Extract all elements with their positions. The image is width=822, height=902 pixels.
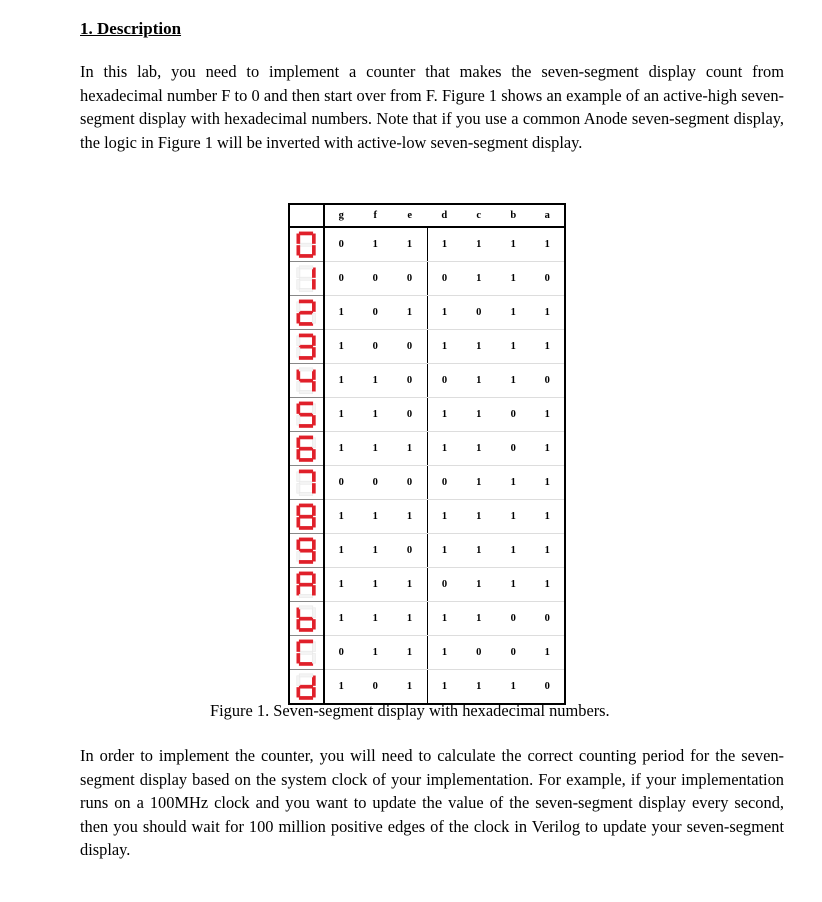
segment-g xyxy=(299,583,313,586)
value-cell-b: 1 xyxy=(496,500,531,534)
value-cell-d: 1 xyxy=(427,670,462,705)
value-cell-b: 1 xyxy=(496,227,531,262)
digit-cell xyxy=(289,262,324,296)
seven-segment-digit-icon xyxy=(290,398,322,431)
seven-segment-digit-icon xyxy=(290,330,322,363)
segment-d xyxy=(299,458,313,461)
value-cell-c: 1 xyxy=(462,534,497,568)
value-cell-a: 0 xyxy=(531,262,566,296)
seven-segment-figure xyxy=(288,203,566,690)
value-cell-d: 1 xyxy=(427,296,462,330)
seven-segment-digit-icon xyxy=(290,432,322,465)
segment-a xyxy=(299,436,313,439)
segment-d xyxy=(299,526,313,529)
segment-d xyxy=(299,628,313,631)
value-cell-a: 0 xyxy=(531,670,566,705)
segment-e xyxy=(297,653,300,663)
value-cell-c: 1 xyxy=(462,500,497,534)
segment-a xyxy=(299,402,313,405)
seven-segment-digit-icon xyxy=(290,602,322,635)
table-row xyxy=(289,432,565,466)
value-cell-a: 1 xyxy=(531,636,566,670)
segment-b xyxy=(313,540,316,550)
segment-c xyxy=(313,517,316,527)
value-cell-g: 1 xyxy=(324,534,359,568)
segment-c xyxy=(313,449,316,459)
segment-d xyxy=(299,424,313,427)
value-cell-a: 1 xyxy=(531,534,566,568)
digit-cell xyxy=(289,534,324,568)
segment-e xyxy=(297,483,300,493)
value-cell-c: 1 xyxy=(462,602,497,636)
value-cell-b: 1 xyxy=(496,670,531,705)
value-cell-f: 1 xyxy=(358,398,393,432)
seven-segment-digit-icon xyxy=(290,262,322,295)
value-cell-e: 0 xyxy=(393,398,428,432)
table-header-row xyxy=(289,204,565,227)
value-cell-b: 0 xyxy=(496,602,531,636)
table-body xyxy=(289,227,565,704)
table-row xyxy=(289,466,565,500)
segment-a xyxy=(299,266,313,269)
segment-b xyxy=(313,608,316,618)
value-cell-b: 1 xyxy=(496,568,531,602)
segment-g xyxy=(299,311,313,314)
seven-segment-truth-table xyxy=(288,203,566,705)
value-cell-b: 0 xyxy=(496,636,531,670)
segment-b xyxy=(313,234,316,244)
value-cell-g: 1 xyxy=(324,670,359,705)
value-cell-f: 0 xyxy=(358,262,393,296)
segment-f xyxy=(297,608,300,618)
value-cell-d: 1 xyxy=(427,500,462,534)
segment-d xyxy=(299,492,313,495)
value-cell-g: 1 xyxy=(324,398,359,432)
segment-e xyxy=(297,347,300,357)
value-cell-b: 1 xyxy=(496,364,531,398)
digit-cell xyxy=(289,466,324,500)
seven-segment-digit-icon xyxy=(290,296,322,329)
segment-e xyxy=(297,551,300,561)
seven-segment-digit-icon xyxy=(290,466,322,499)
segment-b xyxy=(313,642,316,652)
segment-g xyxy=(299,515,313,518)
value-cell-c: 0 xyxy=(462,296,497,330)
value-cell-b: 1 xyxy=(496,296,531,330)
segment-c xyxy=(313,381,316,391)
segment-g xyxy=(299,617,313,620)
value-cell-g: 0 xyxy=(324,636,359,670)
value-cell-f: 0 xyxy=(358,296,393,330)
segment-c xyxy=(313,415,316,425)
table-row xyxy=(289,636,565,670)
value-cell-g: 1 xyxy=(324,296,359,330)
corner-cell xyxy=(289,204,324,227)
seven-segment-digit-icon xyxy=(290,670,322,703)
segment-c xyxy=(313,279,316,289)
value-cell-g: 1 xyxy=(324,500,359,534)
segment-a xyxy=(299,572,313,575)
value-cell-g: 1 xyxy=(324,364,359,398)
segment-a xyxy=(299,606,313,609)
value-cell-a: 1 xyxy=(531,398,566,432)
value-cell-e: 1 xyxy=(393,227,428,262)
table-row xyxy=(289,330,565,364)
seven-segment-digit-icon xyxy=(290,568,322,601)
header-a: a xyxy=(531,204,566,227)
value-cell-c: 1 xyxy=(462,398,497,432)
value-cell-a: 1 xyxy=(531,432,566,466)
value-cell-b: 1 xyxy=(496,330,531,364)
figure-caption: Figure 1. Seven-segment display with hexadecimal numbers. xyxy=(210,701,610,720)
segment-g xyxy=(299,447,313,450)
value-cell-a: 1 xyxy=(531,500,566,534)
digit-cell xyxy=(289,568,324,602)
seven-segment-digit-icon xyxy=(290,500,322,533)
value-cell-b: 1 xyxy=(496,262,531,296)
segment-c xyxy=(313,483,316,493)
value-cell-a: 1 xyxy=(531,296,566,330)
seven-segment-digit-icon xyxy=(290,228,322,261)
table-row xyxy=(289,568,565,602)
value-cell-c: 1 xyxy=(462,262,497,296)
segment-c xyxy=(313,245,316,255)
seven-segment-digit-icon xyxy=(290,636,322,669)
value-cell-a: 1 xyxy=(531,466,566,500)
table-row xyxy=(289,602,565,636)
segment-g xyxy=(299,481,313,484)
segment-g xyxy=(299,277,313,280)
segment-e xyxy=(297,415,300,425)
digit-cell xyxy=(289,602,324,636)
value-cell-d: 0 xyxy=(427,568,462,602)
value-cell-a: 1 xyxy=(531,227,566,262)
value-cell-d: 0 xyxy=(427,466,462,500)
segment-f xyxy=(297,574,300,584)
segment-e xyxy=(297,585,300,595)
segment-c xyxy=(313,687,316,697)
seven-segment-digit-icon xyxy=(290,534,322,567)
value-cell-g: 1 xyxy=(324,432,359,466)
value-cell-f: 0 xyxy=(358,670,393,705)
segment-c xyxy=(313,653,316,663)
segment-a xyxy=(299,300,313,303)
segment-e xyxy=(297,619,300,629)
value-cell-c: 1 xyxy=(462,568,497,602)
value-cell-f: 1 xyxy=(358,364,393,398)
segment-a xyxy=(299,504,313,507)
value-cell-d: 1 xyxy=(427,602,462,636)
segment-e xyxy=(297,517,300,527)
value-cell-a: 0 xyxy=(531,364,566,398)
segment-d xyxy=(299,254,313,257)
segment-c xyxy=(313,347,316,357)
value-cell-e: 1 xyxy=(393,568,428,602)
digit-cell xyxy=(289,398,324,432)
value-cell-g: 1 xyxy=(324,602,359,636)
value-cell-f: 0 xyxy=(358,466,393,500)
segment-e xyxy=(297,449,300,459)
value-cell-f: 1 xyxy=(358,227,393,262)
value-cell-e: 0 xyxy=(393,330,428,364)
segment-d xyxy=(299,594,313,597)
segment-g xyxy=(299,379,313,382)
segment-d xyxy=(299,560,313,563)
digit-cell xyxy=(289,227,324,262)
value-cell-g: 1 xyxy=(324,330,359,364)
table-row xyxy=(289,296,565,330)
segment-d xyxy=(299,288,313,291)
value-cell-f: 0 xyxy=(358,330,393,364)
segment-c xyxy=(313,619,316,629)
segment-d xyxy=(299,390,313,393)
segment-c xyxy=(313,585,316,595)
value-cell-a: 1 xyxy=(531,330,566,364)
segment-a xyxy=(299,674,313,677)
table-row xyxy=(289,534,565,568)
value-cell-c: 1 xyxy=(462,670,497,705)
segment-g xyxy=(299,413,313,416)
segment-b xyxy=(313,676,316,686)
value-cell-f: 1 xyxy=(358,636,393,670)
segment-c xyxy=(313,313,316,323)
value-cell-b: 0 xyxy=(496,398,531,432)
value-cell-d: 1 xyxy=(427,432,462,466)
value-cell-f: 1 xyxy=(358,602,393,636)
table-row xyxy=(289,262,565,296)
segment-e xyxy=(297,381,300,391)
value-cell-e: 0 xyxy=(393,534,428,568)
segment-g xyxy=(299,345,313,348)
header-c: c xyxy=(462,204,497,227)
value-cell-d: 1 xyxy=(427,534,462,568)
value-cell-d: 1 xyxy=(427,398,462,432)
table-row xyxy=(289,398,565,432)
segment-a xyxy=(299,538,313,541)
segment-g xyxy=(299,651,313,654)
value-cell-d: 0 xyxy=(427,364,462,398)
counter-paragraph: In order to implement the counter, you will need to calculate the correct counting period for the seven-segment display based on the system clock of your implementation. For example, if your implementation runs on a 100MHz clock and you want to update the value of the seven-segment display every second, then you should wait for 100 million positive edges of the clock in Verilog to update your seven-segment display. xyxy=(80,746,784,860)
value-cell-f: 1 xyxy=(358,568,393,602)
header-d: d xyxy=(427,204,462,227)
value-cell-d: 0 xyxy=(427,262,462,296)
value-cell-g: 0 xyxy=(324,262,359,296)
table-row xyxy=(289,227,565,262)
segment-e xyxy=(297,687,300,697)
digit-cell xyxy=(289,636,324,670)
value-cell-e: 1 xyxy=(393,636,428,670)
value-cell-e: 1 xyxy=(393,432,428,466)
header-e: e xyxy=(393,204,428,227)
segment-a xyxy=(299,334,313,337)
value-cell-d: 1 xyxy=(427,330,462,364)
value-cell-a: 0 xyxy=(531,602,566,636)
value-cell-g: 0 xyxy=(324,466,359,500)
segment-g xyxy=(299,243,313,246)
segment-g xyxy=(299,685,313,688)
value-cell-c: 1 xyxy=(462,330,497,364)
seven-segment-digit-icon xyxy=(290,364,322,397)
value-cell-a: 1 xyxy=(531,568,566,602)
segment-f xyxy=(297,676,300,686)
segment-e xyxy=(297,279,300,289)
segment-d xyxy=(299,356,313,359)
segment-d xyxy=(299,696,313,699)
segment-f xyxy=(297,642,300,652)
segment-c xyxy=(313,551,316,561)
header-g: g xyxy=(324,204,359,227)
value-cell-e: 0 xyxy=(393,466,428,500)
value-cell-d: 1 xyxy=(427,636,462,670)
value-cell-e: 1 xyxy=(393,296,428,330)
segment-e xyxy=(297,313,300,323)
digit-cell xyxy=(289,432,324,466)
digit-cell xyxy=(289,330,324,364)
digit-cell xyxy=(289,364,324,398)
segment-a xyxy=(299,640,313,643)
value-cell-c: 1 xyxy=(462,432,497,466)
digit-cell xyxy=(289,670,324,705)
value-cell-b: 0 xyxy=(496,432,531,466)
segment-g xyxy=(299,549,313,552)
segment-a xyxy=(299,368,313,371)
value-cell-c: 1 xyxy=(462,466,497,500)
value-cell-e: 1 xyxy=(393,500,428,534)
segment-d xyxy=(299,322,313,325)
value-cell-e: 1 xyxy=(393,670,428,705)
segment-f xyxy=(297,234,300,244)
section-heading: 1. Description xyxy=(80,19,182,38)
digit-cell xyxy=(289,296,324,330)
table-row xyxy=(289,364,565,398)
segment-f xyxy=(297,540,300,550)
value-cell-f: 1 xyxy=(358,432,393,466)
value-cell-f: 1 xyxy=(358,500,393,534)
segment-b xyxy=(313,574,316,584)
segment-e xyxy=(297,245,300,255)
table-row xyxy=(289,670,565,705)
segment-d xyxy=(299,662,313,665)
value-cell-f: 1 xyxy=(358,534,393,568)
header-b: b xyxy=(496,204,531,227)
value-cell-c: 1 xyxy=(462,364,497,398)
value-cell-b: 1 xyxy=(496,534,531,568)
value-cell-e: 0 xyxy=(393,364,428,398)
segment-a xyxy=(299,232,313,235)
value-cell-e: 1 xyxy=(393,602,428,636)
value-cell-d: 1 xyxy=(427,227,462,262)
value-cell-g: 0 xyxy=(324,227,359,262)
header-f: f xyxy=(358,204,393,227)
table-row xyxy=(289,500,565,534)
value-cell-c: 0 xyxy=(462,636,497,670)
digit-cell xyxy=(289,500,324,534)
value-cell-b: 1 xyxy=(496,466,531,500)
segment-a xyxy=(299,470,313,473)
value-cell-g: 1 xyxy=(324,568,359,602)
value-cell-c: 1 xyxy=(462,227,497,262)
intro-paragraph: In this lab, you need to implement a counter that makes the seven-segment display count from hexadecimal number F to 0 and then start over from F. Figure 1 shows an example of an active-high seven-segment display with hexadecimal numbers. Note that if you use a common Anode seven-segment display, the logic in Figure 1 will be inverted with active-low seven-segment display. xyxy=(80,62,784,152)
value-cell-e: 0 xyxy=(393,262,428,296)
